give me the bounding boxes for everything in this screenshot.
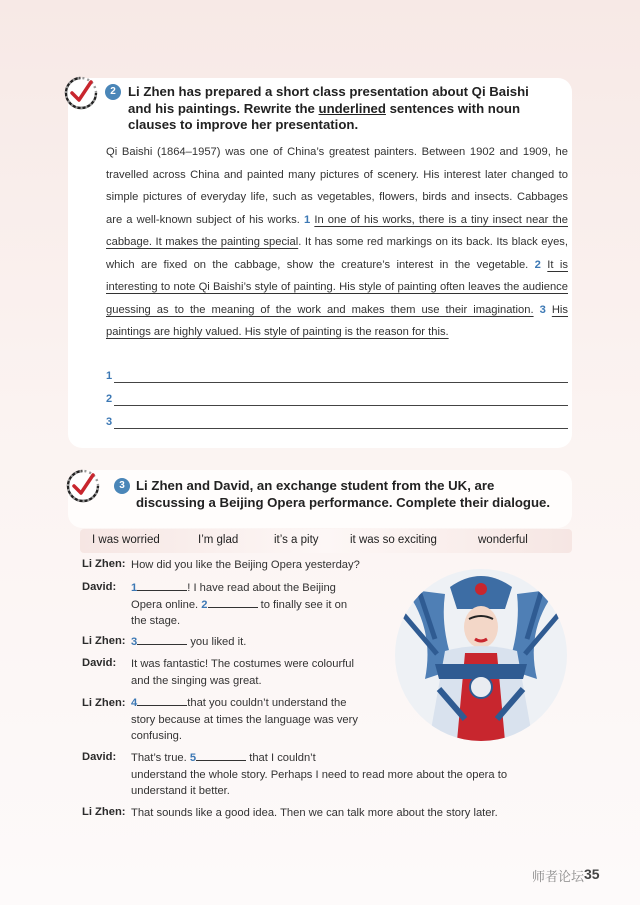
dialogue-line xyxy=(131,695,386,745)
answer-blank[interactable] xyxy=(208,597,258,608)
dialogue-text: to finally see it on xyxy=(257,598,348,611)
passage-number-2: 2 xyxy=(534,258,541,271)
dialogue-text: ! I have read about the Beijing xyxy=(187,582,336,594)
answer-line-3[interactable] xyxy=(106,415,568,429)
word-bank xyxy=(80,529,572,553)
dialogue-line xyxy=(131,805,561,822)
answer-line-1[interactable] xyxy=(106,369,568,383)
exercise-3-heading: Li Zhen and David, an exchange student from the UK, are discussing a Beijing Opera performance. Complete their dialogue. xyxy=(136,478,551,510)
word-bank-item: wonderful xyxy=(478,534,528,546)
speaker-label: Li Zhen: xyxy=(82,697,126,709)
dialogue-text: you liked it. xyxy=(187,636,247,648)
dialogue-line xyxy=(131,557,561,574)
answer-blank[interactable] xyxy=(137,695,187,706)
speaker-label: David: xyxy=(82,751,117,763)
dialogue-text: that I couldn’t xyxy=(246,752,316,764)
answer-rule xyxy=(114,382,568,383)
dialogue-text: story because at times the language was very xyxy=(131,713,358,726)
dialogue-text: the stage. xyxy=(131,615,181,627)
checkmark-badge-icon xyxy=(62,74,100,112)
dialogue-line xyxy=(131,750,561,800)
dialogue-line xyxy=(131,580,386,630)
dialogue-text: Opera online. xyxy=(131,598,202,611)
answer-rule xyxy=(114,428,568,429)
underlined-sentence-3: His paintings are highly valued. His style of painting is the reason for this. xyxy=(106,303,569,338)
word-bank-item: it’s a pity xyxy=(274,534,319,546)
dialogue-text: that you couldn’t understand the xyxy=(187,697,347,709)
exercise-2-number: 2 xyxy=(105,84,121,100)
heading-part-3: sentences with noun clauses to improve her presentation. xyxy=(128,100,521,132)
answer-number: 1 xyxy=(106,370,113,382)
heading-part-1: Li Zhen has prepared a short class presentation about Qi Baishi and his paintings. Rewrite the xyxy=(128,84,529,116)
dialogue-text: How did you like the Beijing Opera yesterday? xyxy=(131,559,360,571)
speaker-label: David: xyxy=(82,657,117,669)
blank-number: 3 xyxy=(131,636,138,648)
passage-number-1: 1 xyxy=(303,213,311,226)
dialogue-text: It was fantastic! The costumes were colourful xyxy=(131,658,355,670)
dialogue-text: understand the whole story. Perhaps I need to read more about the opera to xyxy=(131,768,508,781)
page-number: 35 xyxy=(584,866,600,882)
dialogue-text: confusing. xyxy=(131,730,182,742)
underlined-sentence-2: It is interesting to note Qi Baishi’s style of painting. His style of painting often leaves the audience guessing as to the meaning of the work and makes them use their imagination. xyxy=(106,258,568,316)
passage-text-1: Qi Baishi (1864–1957) was one of China’s greatest painters. Between 1902 and 1909, he travelled across China and painted many pictures of scenery. His interest later changed to simple pictures of everyday life, such as vegetables, flowers, birds and insects. Cabbages are a well-known subject of his works. xyxy=(106,146,568,226)
answer-blank[interactable] xyxy=(137,580,187,591)
answer-number: 3 xyxy=(106,416,113,428)
answer-blank[interactable] xyxy=(196,750,246,761)
dialogue-line xyxy=(131,634,386,651)
answer-number: 2 xyxy=(106,393,113,405)
blank-number: 5 xyxy=(189,752,197,764)
blank-number: 1 xyxy=(131,582,138,594)
dialogue-text: That’s true. xyxy=(131,752,190,764)
blank-number: 4 xyxy=(131,697,138,709)
exercise-2-heading xyxy=(128,84,553,134)
watermark: 师者论坛 xyxy=(532,869,585,884)
dialogue-text: and the singing was great. xyxy=(131,674,262,687)
blank-number: 2 xyxy=(201,598,208,611)
word-bank-item: it was so exciting xyxy=(350,534,437,546)
dialogue-text: understand it better. xyxy=(131,785,230,797)
word-bank-item: I was worried xyxy=(92,534,160,546)
checkmark-badge-icon xyxy=(64,467,102,505)
passage-number-3: 3 xyxy=(539,303,546,316)
qi-baishi-passage xyxy=(106,141,568,344)
answer-line-2[interactable] xyxy=(106,392,568,406)
dialogue-line xyxy=(131,656,386,689)
heading-underlined-word: underlined xyxy=(318,100,386,116)
answer-blank[interactable] xyxy=(137,634,187,645)
passage-text-2: . It has some red markings on its back. Its black eyes, which are fixed on the cabbage, show the creature’s interest in the vegetable. xyxy=(106,236,568,271)
underlined-sentence-1: In one of his works, there is a tiny insect near the cabbage. It makes the painting special xyxy=(106,213,568,248)
beijing-opera-performer-photo xyxy=(395,569,567,741)
speaker-label: David: xyxy=(82,581,117,593)
dialogue-text: That sounds like a good idea. Then we can talk more about the story later. xyxy=(131,807,498,819)
speaker-label: Li Zhen: xyxy=(82,558,126,570)
answer-rule xyxy=(114,405,568,406)
word-bank-item: I’m glad xyxy=(198,534,239,546)
speaker-label: Li Zhen: xyxy=(82,806,126,818)
exercise-3-number: 3 xyxy=(114,478,130,494)
speaker-label: Li Zhen: xyxy=(82,635,126,647)
